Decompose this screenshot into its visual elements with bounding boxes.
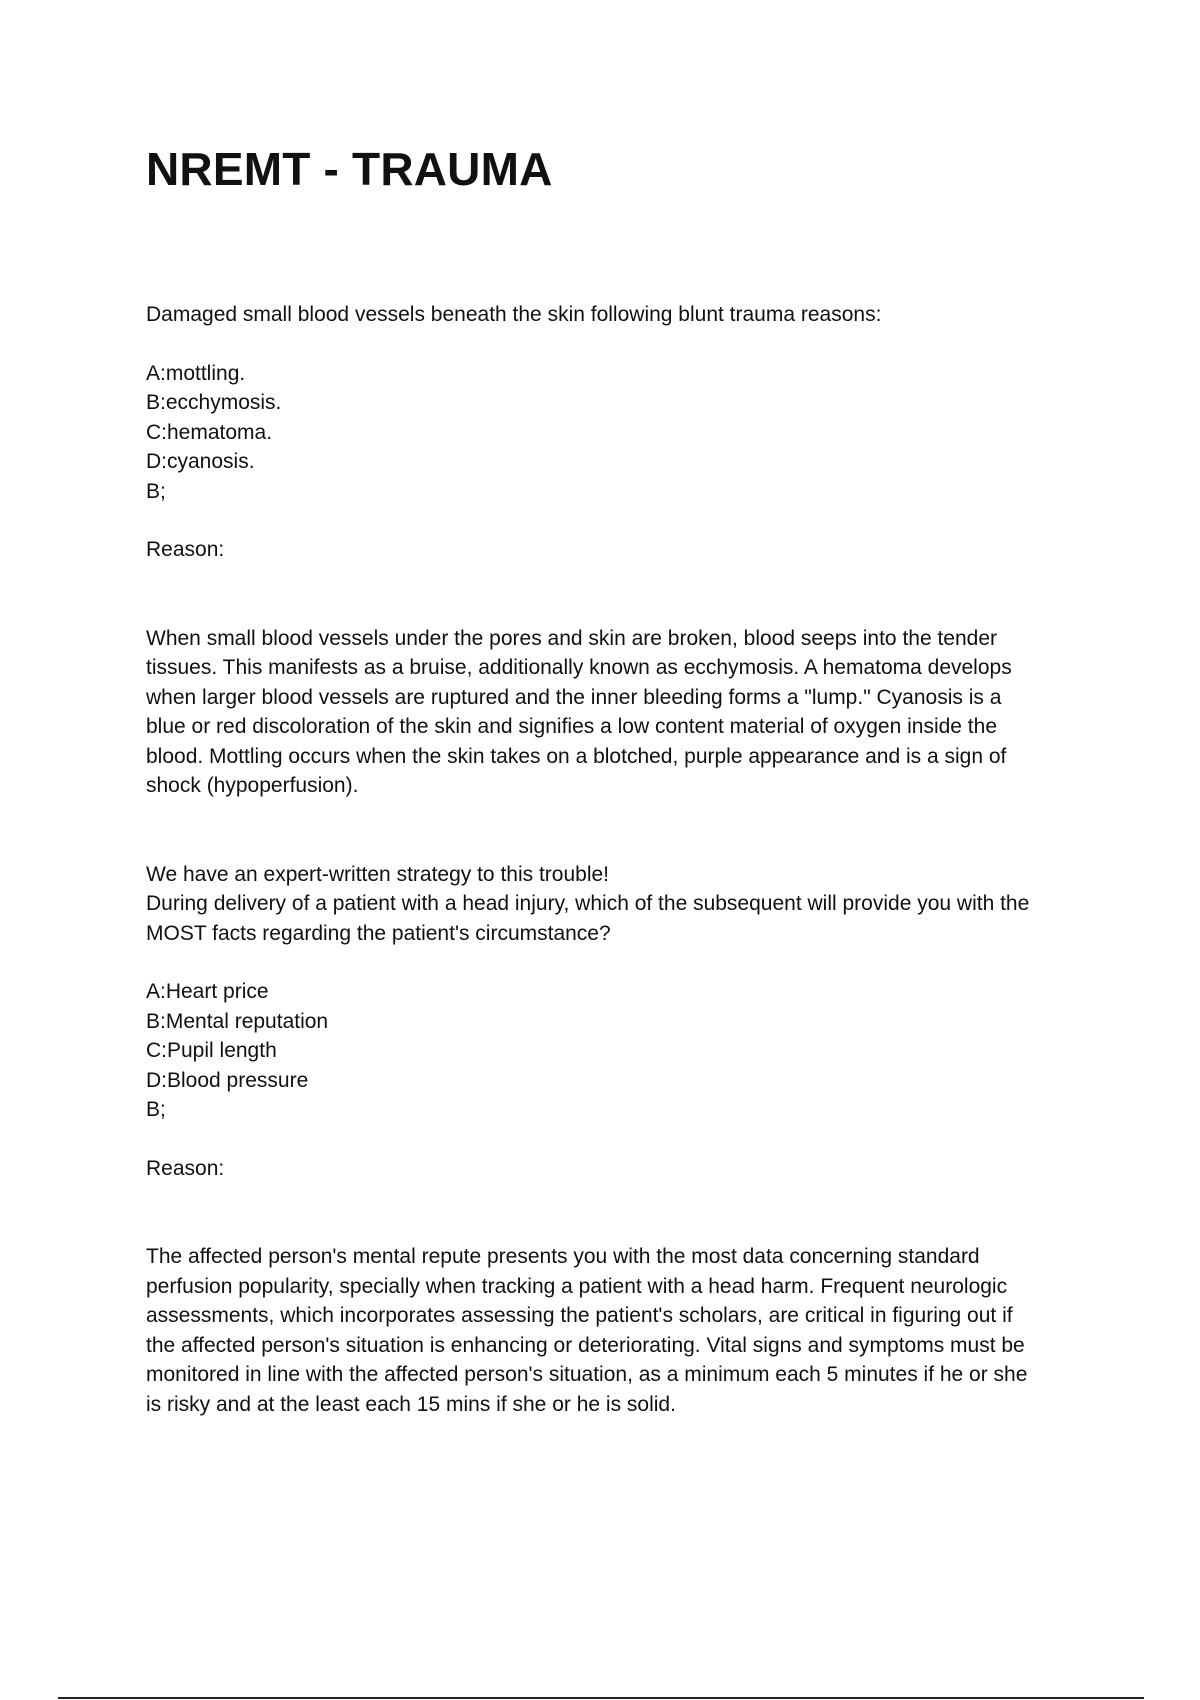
option-c: C:Pupil length [146, 1039, 277, 1062]
page-bottom-divider [58, 1697, 1144, 1699]
explanation-line: shock (hypoperfusion). [146, 774, 359, 797]
document-body [146, 300, 1086, 1419]
question-block-1 [146, 300, 1086, 801]
explanation-line: blue or red discoloration of the skin and signifies a low content material of oxygen inside the [146, 715, 997, 738]
option-d: D:Blood pressure [146, 1068, 309, 1092]
explanation-line: assessments, which incorporates assessing the patient's scholars, are critical in figuring out if [146, 1304, 1013, 1327]
explanation-line: When small blood vessels under the pores and skin are broken, blood seeps into the tender [146, 626, 998, 650]
option-a: A:mottling. [146, 361, 246, 385]
explanation-line: The affected person's mental repute presents you with the most data concerning standard [146, 1245, 980, 1268]
question-text [146, 300, 1086, 330]
question-line: During delivery of a patient with a head injury, which of the subsequent will provide you with the [146, 892, 1030, 915]
question-line: MOST facts regarding the patient's circumstance? [146, 921, 611, 945]
page-title: NREMT - TRAUMA [146, 143, 553, 195]
question-text [146, 889, 1086, 948]
option-b: B:Mental reputation [146, 1009, 329, 1033]
correct-answer: B; [146, 1098, 166, 1121]
explanation-text [146, 624, 1086, 801]
question-block-2 [146, 860, 1086, 1420]
option-c: C:hematoma. [146, 420, 273, 444]
explanation-line: monitored in line with the affected person's situation, as a minimum each 5 minutes if he or she [146, 1363, 1028, 1386]
explanation-line: when larger blood vessels are ruptured and the inner bleeding forms a "lump." Cyanosis is a [146, 685, 1002, 709]
answer-options [146, 359, 1086, 477]
option-d: D:cyanosis. [146, 450, 255, 473]
explanation-line: tissues. This manifests as a bruise, additionally known as ecchymosis. A hematoma develops [146, 656, 1012, 679]
reason-label: Reason: [146, 538, 225, 561]
correct-answer: B; [146, 479, 166, 503]
intro-line: We have an expert-written strategy to this trouble! [146, 862, 610, 886]
explanation-line: perfusion popularity, specially when tracking a patient with a head harm. Frequent neurologic [146, 1274, 1008, 1298]
option-b: B:ecchymosis. [146, 391, 282, 414]
option-a: A:Heart price [146, 980, 269, 1003]
answer-options [146, 977, 1086, 1095]
explanation-line: the affected person's situation is enhancing or deteriorating. Vital signs and symptoms must be [146, 1333, 1025, 1357]
explanation-text [146, 1242, 1086, 1419]
question-line: Damaged small blood vessels beneath the skin following blunt trauma reasons: [146, 303, 882, 326]
explanation-line: is risky and at the least each 15 mins if she or he is solid. [146, 1392, 676, 1416]
reason-label: Reason: [146, 1156, 225, 1180]
explanation-line: blood. Mottling occurs when the skin takes on a blotched, purple appearance and is a sign of [146, 744, 1007, 768]
